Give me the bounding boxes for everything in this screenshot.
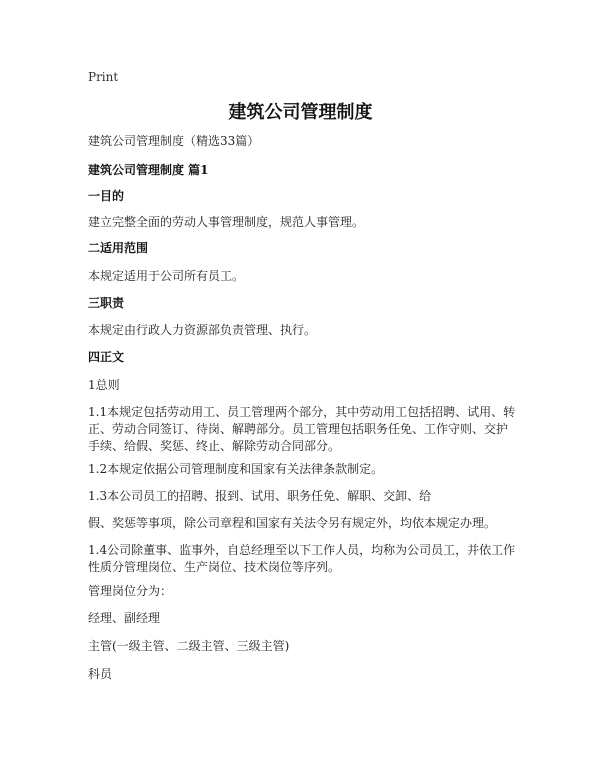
paragraph-general: 1总则 [88,378,120,392]
heading-scope: 二适用范围 [88,241,149,255]
paragraph-manager: 经理、副经理 [88,611,161,625]
document-title: 建筑公司管理制度 [228,102,373,123]
paragraph-purpose: 建立完整全面的劳动人事管理制度，规范人事管理。 [88,215,365,229]
paragraph-1-3a: 1.3本公司员工的招聘、报到、试用、职务任免、解职、交卸、给 [88,489,432,503]
paragraph-scope: 本规定适用于公司所有员工。 [88,269,245,283]
paragraph-clerk: 科员 [88,667,113,681]
heading-duty: 三职责 [88,296,125,310]
heading-body: 四正文 [88,350,125,364]
paragraph-duty: 本规定由行政人力资源部负责管理、执行。 [88,323,317,337]
paragraph-1-3b: 假、奖惩等事项，除公司章程和国家有关法令另有规定外，均依本规定办理。 [88,516,497,530]
paragraph-positions: 管理岗位分为： [88,584,173,598]
heading-purpose: 一目的 [88,189,125,203]
paragraph-1-4: 1.4公司除董事、监事外，自总经理至以下工作人员，均称为公司员工，并依工作性质分管理岗位、生产岗位、技术岗位等序列。 [88,543,516,574]
section-heading: 建筑公司管理制度 篇1 [88,163,209,177]
print-label[interactable]: Print [88,70,119,84]
document-subtitle: 建筑公司管理制度（精选33篇） [88,134,260,148]
paragraph-1-1: 1.1本规定包括劳动用工、员工管理两个部分，其中劳动用工包括招聘、试用、转正、劳动合同签订、待岗、解聘部分。员工管理包括职务任免、工作守则、交护手续、给假、奖惩、终止、解除劳动合同部分。 [88,405,516,453]
paragraph-supervisor: 主管(一级主管、二级主管、三级主管) [88,639,290,653]
paragraph-1-2: 1.2本规定依据公司管理制度和国家有关法律条款制定。 [88,462,384,476]
